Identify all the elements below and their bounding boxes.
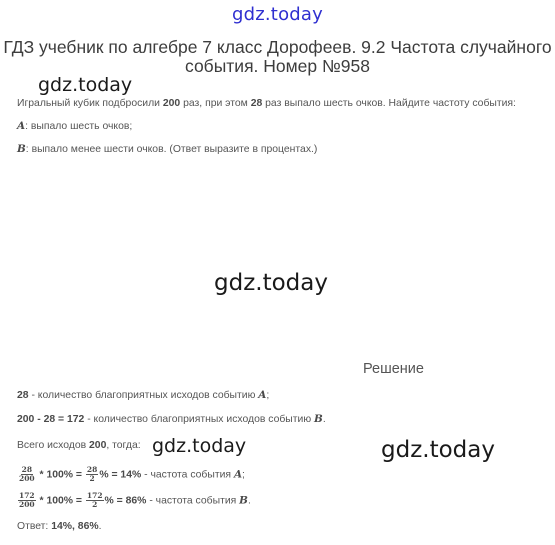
solution-line-4 bbox=[17, 466, 245, 483]
fraction bbox=[18, 492, 36, 509]
watermark-solution-left: gdz.today bbox=[152, 435, 247, 457]
line-text: - частота события bbox=[141, 469, 234, 481]
answer-label: Ответ: bbox=[17, 521, 52, 532]
math-number: 28 bbox=[17, 390, 29, 401]
math-variable: B bbox=[17, 143, 26, 155]
fraction-denominator: 200 bbox=[19, 474, 35, 483]
answer-line bbox=[17, 521, 101, 532]
line-text: ; bbox=[266, 390, 270, 401]
solution-line-5 bbox=[17, 492, 251, 509]
task-text bbox=[17, 98, 516, 109]
option-b bbox=[17, 143, 317, 155]
fraction bbox=[18, 466, 36, 483]
solution-line-2 bbox=[17, 413, 326, 425]
fraction bbox=[86, 492, 104, 509]
fraction-numerator: 28 bbox=[21, 465, 33, 474]
task-part: раз, при этом bbox=[180, 98, 251, 109]
line-text: . bbox=[322, 414, 326, 425]
math-variable: A bbox=[233, 468, 242, 481]
watermark-center: gdz.today bbox=[214, 270, 328, 296]
math-expression: % = 86% bbox=[104, 495, 147, 507]
fraction-numerator: 172 bbox=[19, 491, 35, 500]
option-a bbox=[17, 120, 132, 132]
watermark-left: gdz.today bbox=[38, 74, 133, 96]
math-variable: B bbox=[239, 494, 248, 507]
solution-line-3 bbox=[17, 440, 141, 451]
line-text: ; bbox=[242, 469, 245, 481]
math-variable: A bbox=[258, 389, 267, 401]
math-expression: * 100% = bbox=[36, 469, 85, 481]
line-text: Всего исходов bbox=[17, 440, 90, 451]
line-text: - количество благоприятных исходов событию bbox=[84, 414, 315, 425]
line-text: - частота события bbox=[146, 495, 240, 507]
fraction bbox=[86, 466, 98, 483]
task-part: раз выпало шесть очков. Найдите частоту события: bbox=[262, 98, 516, 109]
line-text: - количество благоприятных исходов событию bbox=[28, 390, 259, 401]
option-text: : выпало менее шести очков. (Ответ выразите в процентах.) bbox=[25, 144, 318, 155]
math-expression: 200 - 28 = 172 bbox=[17, 414, 85, 425]
answer-value: 14%, 86% bbox=[51, 521, 99, 532]
line-text: , тогда: bbox=[106, 440, 141, 451]
fraction-numerator: 28 bbox=[86, 465, 98, 474]
line-text: . bbox=[247, 495, 251, 507]
solution-heading: Решение bbox=[363, 361, 424, 377]
math-expression: % = 14% bbox=[99, 469, 142, 481]
watermark-top: gdz.today bbox=[231, 4, 323, 25]
fraction-numerator: 172 bbox=[86, 491, 103, 500]
fraction-denominator: 2 bbox=[89, 474, 95, 483]
math-variable: A bbox=[17, 120, 26, 132]
task-number: 200 bbox=[162, 98, 181, 109]
page-title: ГДЗ учебник по алгебре 7 класс Дорофеев. 9.2 Частота случайного события. Номер №958 bbox=[3, 37, 552, 76]
fraction-denominator: 2 bbox=[92, 500, 98, 509]
line-text: . bbox=[98, 521, 102, 532]
math-expression: * 100% = bbox=[36, 495, 85, 507]
math-variable: B bbox=[314, 413, 323, 425]
option-text: : выпало шесть очков; bbox=[25, 121, 133, 132]
task-part: Игральный кубик подбросили bbox=[17, 98, 163, 109]
math-number: 200 bbox=[89, 440, 107, 451]
solution-line-1 bbox=[17, 389, 269, 401]
watermark-solution-right: gdz.today bbox=[381, 437, 495, 463]
fraction-denominator: 200 bbox=[19, 500, 35, 509]
task-number: 28 bbox=[250, 98, 263, 109]
